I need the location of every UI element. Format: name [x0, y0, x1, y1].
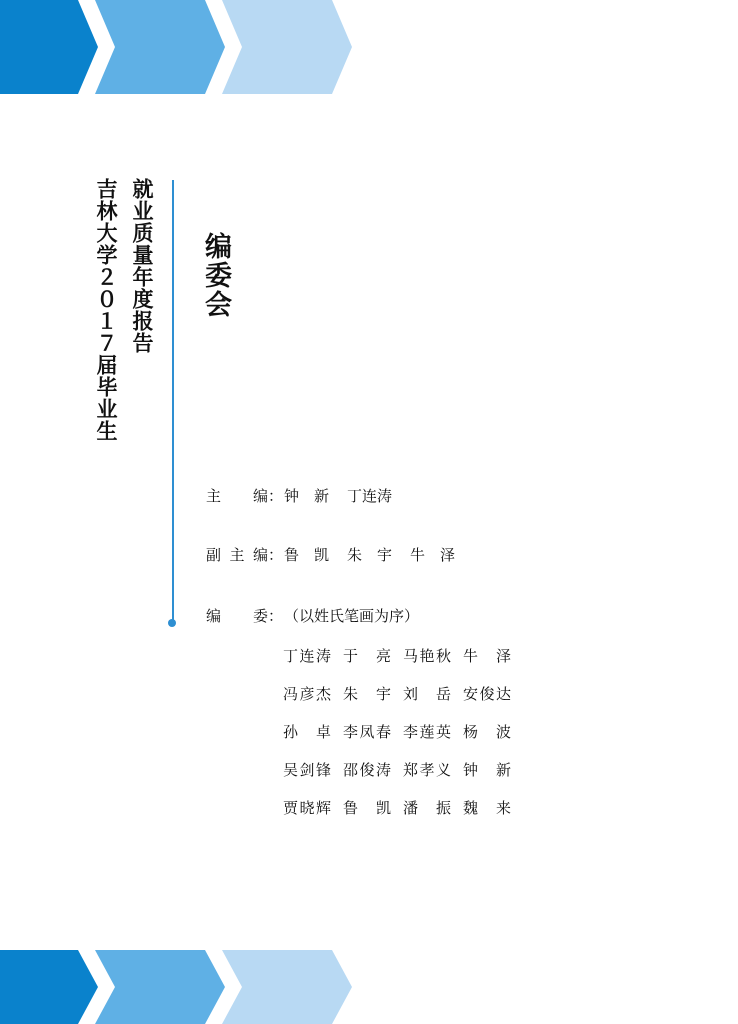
person-name: 于 亮: [343, 647, 391, 665]
members-grid: [283, 645, 523, 835]
colon: ：: [268, 487, 284, 505]
person-name: 安俊达: [463, 685, 511, 703]
members-note: （以姓氏笔画为序）: [284, 607, 420, 625]
person-name: 马艳秋: [403, 647, 451, 665]
chevron-shape: [95, 0, 225, 94]
vertical-divider: [172, 180, 174, 622]
divider-dot: [168, 619, 176, 627]
chevron-shape: [222, 0, 352, 94]
person-name: 朱 宇: [347, 546, 393, 564]
members-grid-row: [283, 759, 523, 797]
chevron-shape: [222, 950, 352, 1024]
person-name: 贾晓辉: [283, 799, 331, 817]
deputy-editor-names: [284, 545, 473, 565]
person-name: 吴剑锋: [283, 761, 331, 779]
person-name: 冯彦杰: [283, 685, 331, 703]
person-name: 邵俊涛: [343, 761, 391, 779]
colon: ：: [268, 607, 284, 625]
members-grid-row: [283, 797, 523, 835]
person-name: 牛 泽: [410, 546, 456, 564]
chief-editor-names: [284, 486, 410, 506]
person-name: 李莲英: [403, 723, 451, 741]
person-name: 郑孝义: [403, 761, 451, 779]
members-label: 编 委: [206, 607, 268, 625]
person-name: 潘 振: [403, 799, 451, 817]
report-title: 就业质量年度报告: [130, 178, 155, 354]
person-name: 鲁 凯: [284, 546, 330, 564]
members-grid-row: [283, 645, 523, 683]
person-name: 刘 岳: [403, 685, 451, 703]
chevron-shape: [95, 950, 225, 1024]
colon: ：: [268, 546, 284, 564]
person-name: 钟 新: [463, 761, 511, 779]
chevron-shape: [0, 950, 98, 1024]
report-subtitle: 吉林大学２０１７届毕业生: [94, 178, 119, 442]
person-name: 牛 泽: [463, 647, 511, 665]
members-grid-row: [283, 721, 523, 759]
person-name: 杨 波: [463, 723, 511, 741]
person-name: 丁连涛: [347, 487, 393, 505]
person-name: 朱 宇: [343, 685, 391, 703]
person-name: 孙 卓: [283, 723, 331, 741]
bottom-chevron-banner: [0, 950, 738, 1024]
person-name: 魏 来: [463, 799, 511, 817]
person-name: 钟 新: [284, 487, 330, 505]
chief-editor-label: 主 编: [206, 487, 268, 505]
section-heading: 编委会: [200, 232, 231, 319]
person-name: 鲁 凯: [343, 799, 391, 817]
members-grid-row: [283, 683, 523, 721]
chevron-shape: [0, 0, 98, 94]
person-name: 李凤春: [343, 723, 391, 741]
person-name: 丁连涛: [283, 647, 331, 665]
top-chevron-banner: [0, 0, 738, 94]
deputy-editor-label: 副主编: [206, 546, 268, 564]
